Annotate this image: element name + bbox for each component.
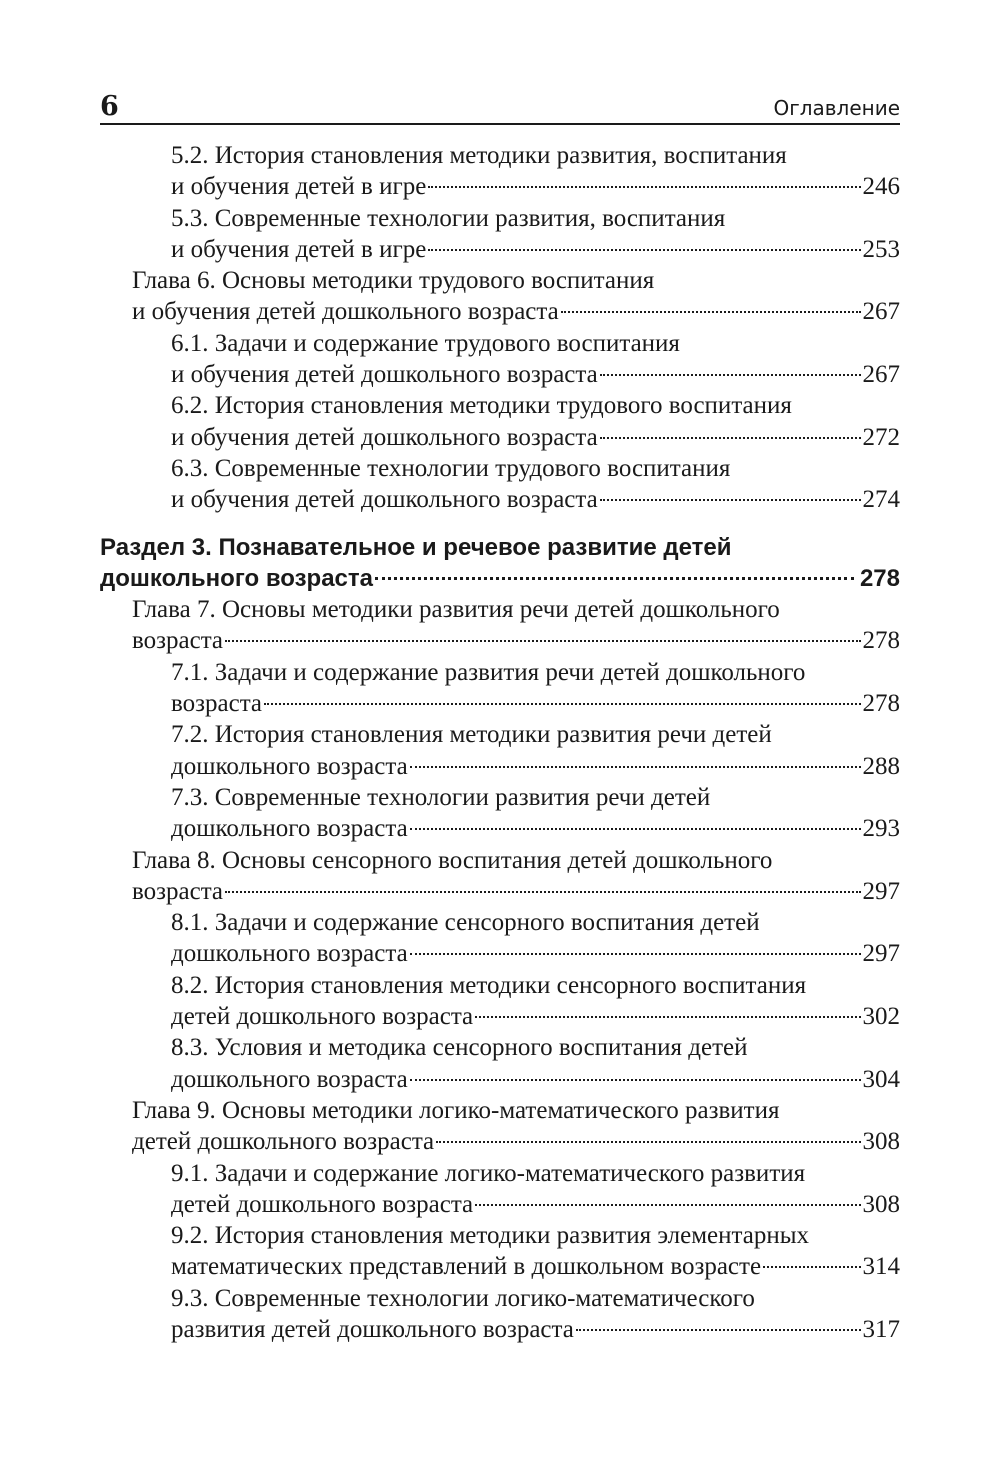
toc-entry-5-3[interactable] (100, 203, 900, 266)
page-ref: 246 (862, 173, 900, 201)
page-ref: 297 (862, 940, 900, 968)
page-ref: 278 (862, 690, 900, 718)
dot-leader (410, 953, 861, 955)
dot-leader (475, 1016, 860, 1018)
entry-title-cont: возраста (132, 627, 224, 655)
entry-title-cont: дошкольного возраста (100, 564, 373, 592)
toc-entry-9-1[interactable] (100, 1158, 900, 1221)
entry-title-cont: детей дошкольного возраста (171, 1190, 474, 1218)
entry-title: Глава 7. Основы методики развития речи детей дошкольного (132, 596, 780, 624)
dot-leader (561, 311, 861, 313)
entry-title: Глава 8. Основы сенсорного воспитания детей дошкольного (132, 846, 773, 874)
entry-title-cont: и обучения детей дошкольного возраста (171, 486, 598, 514)
entry-title: 5.3. Современные технологии развития, воспитания (171, 204, 726, 232)
page-number: 6 (100, 91, 119, 122)
toc-entry-9-2[interactable] (100, 1220, 900, 1283)
dot-leader (375, 577, 854, 580)
page-ref: 278 (862, 627, 900, 655)
entry-title-cont: детей дошкольного возраста (132, 1128, 435, 1156)
toc-entry-6-3[interactable] (100, 453, 900, 516)
entry-title-cont: возраста (132, 877, 224, 905)
toc-entry-5-2[interactable] (100, 140, 900, 203)
entry-title: 8.1. Задачи и содержание сенсорного воспитания детей (171, 909, 760, 937)
page-ref: 267 (862, 361, 900, 389)
page-ref: 297 (862, 877, 900, 905)
toc-entry-6-1[interactable] (100, 328, 900, 391)
dot-leader (410, 828, 861, 830)
dot-leader (600, 499, 861, 501)
toc-entry-9-3[interactable] (100, 1283, 900, 1346)
entry-title: 8.3. Условия и методика сенсорного воспитания детей (171, 1034, 748, 1062)
page-ref: 302 (862, 1003, 900, 1031)
dot-leader (410, 766, 861, 768)
toc-entry-chapter-6[interactable] (100, 265, 900, 328)
toc-entry-7-1[interactable] (100, 657, 900, 720)
page-ref: 308 (862, 1128, 900, 1156)
entry-title: Глава 9. Основы методики логико-математического развития (132, 1096, 780, 1124)
toc-entry-8-1[interactable] (100, 907, 900, 970)
dot-leader (225, 640, 860, 642)
entry-title-cont: и обучения детей в игре (171, 173, 427, 201)
dot-leader (410, 1079, 861, 1081)
toc-entry-chapter-8[interactable] (100, 845, 900, 908)
entry-title: 6.2. История становления методики трудового воспитания (171, 392, 792, 420)
dot-leader (436, 1141, 860, 1143)
page-ref: 293 (862, 815, 900, 843)
table-of-contents (100, 140, 900, 1345)
entry-title: 9.3. Современные технологии логико-математического (171, 1284, 755, 1312)
entry-title-cont: дошкольного возраста (171, 940, 408, 968)
page-ref: 272 (862, 423, 900, 451)
running-title: Оглавление (773, 96, 900, 120)
entry-title: 6.3. Современные технологии трудового воспитания (171, 454, 731, 482)
toc-entry-7-3[interactable] (100, 782, 900, 845)
toc-entry-chapter-9[interactable] (100, 1095, 900, 1158)
entry-title-cont: дошкольного возраста (171, 752, 408, 780)
entry-title: 7.3. Современные технологии развития речи детей (171, 783, 711, 811)
entry-title-cont: математических представлений в дошкольном возрасте (171, 1253, 762, 1281)
entry-title-cont: дошкольного возраста (171, 815, 408, 843)
dot-leader (600, 374, 861, 376)
toc-entry-8-3[interactable] (100, 1032, 900, 1095)
entry-title: 7.2. История становления методики развития речи детей (171, 721, 772, 749)
dot-leader (225, 891, 860, 893)
page-ref: 288 (862, 752, 900, 780)
dot-leader (428, 249, 860, 251)
entry-title: 5.2. История становления методики развития, воспитания (171, 142, 787, 169)
page-ref: 314 (862, 1253, 900, 1281)
page-ref: 304 (862, 1065, 900, 1093)
toc-entry-part-3[interactable] (100, 532, 900, 595)
toc-entry-chapter-7[interactable] (100, 594, 900, 657)
dot-leader (428, 186, 860, 188)
page-ref: 308 (862, 1190, 900, 1218)
dot-leader (264, 703, 860, 705)
entry-title-cont: детей дошкольного возраста (171, 1003, 474, 1031)
entry-title: 9.2. История становления методики развития элементарных (171, 1222, 810, 1250)
dot-leader (600, 437, 861, 439)
entry-title: Раздел 3. Познавательное и речевое развитие детей (100, 533, 732, 561)
dot-leader (475, 1204, 860, 1206)
entry-title-cont: возраста (171, 690, 263, 718)
page-ref: 317 (862, 1315, 900, 1343)
entry-title-cont: дошкольного возраста (171, 1065, 408, 1093)
entry-title: 9.1. Задачи и содержание логико-математического развития (171, 1159, 806, 1187)
entry-title: Глава 6. Основы методики трудового воспитания (132, 267, 655, 295)
page-ref: 274 (862, 486, 900, 514)
dot-leader (763, 1266, 860, 1268)
toc-entry-6-2[interactable] (100, 390, 900, 453)
toc-entry-8-2[interactable] (100, 970, 900, 1033)
entry-title-cont: и обучения детей дошкольного возраста (132, 298, 559, 326)
dot-leader (576, 1329, 861, 1331)
entry-title-cont: и обучения детей в игре (171, 235, 427, 263)
entry-title: 8.2. История становления методики сенсорного воспитания (171, 971, 807, 999)
toc-entry-7-2[interactable] (100, 719, 900, 782)
page-ref: 253 (862, 235, 900, 263)
entry-title-cont: развития детей дошкольного возраста (171, 1315, 574, 1343)
entry-title: 7.1. Задачи и содержание развития речи детей дошкольного (171, 658, 806, 686)
page-ref: 278 (859, 564, 900, 592)
entry-title: 6.1. Задачи и содержание трудового воспитания (171, 329, 680, 357)
page-header (100, 89, 900, 125)
entry-title-cont: и обучения детей дошкольного возраста (171, 423, 598, 451)
page-ref: 267 (862, 298, 900, 326)
entry-title-cont: и обучения детей дошкольного возраста (171, 361, 598, 389)
